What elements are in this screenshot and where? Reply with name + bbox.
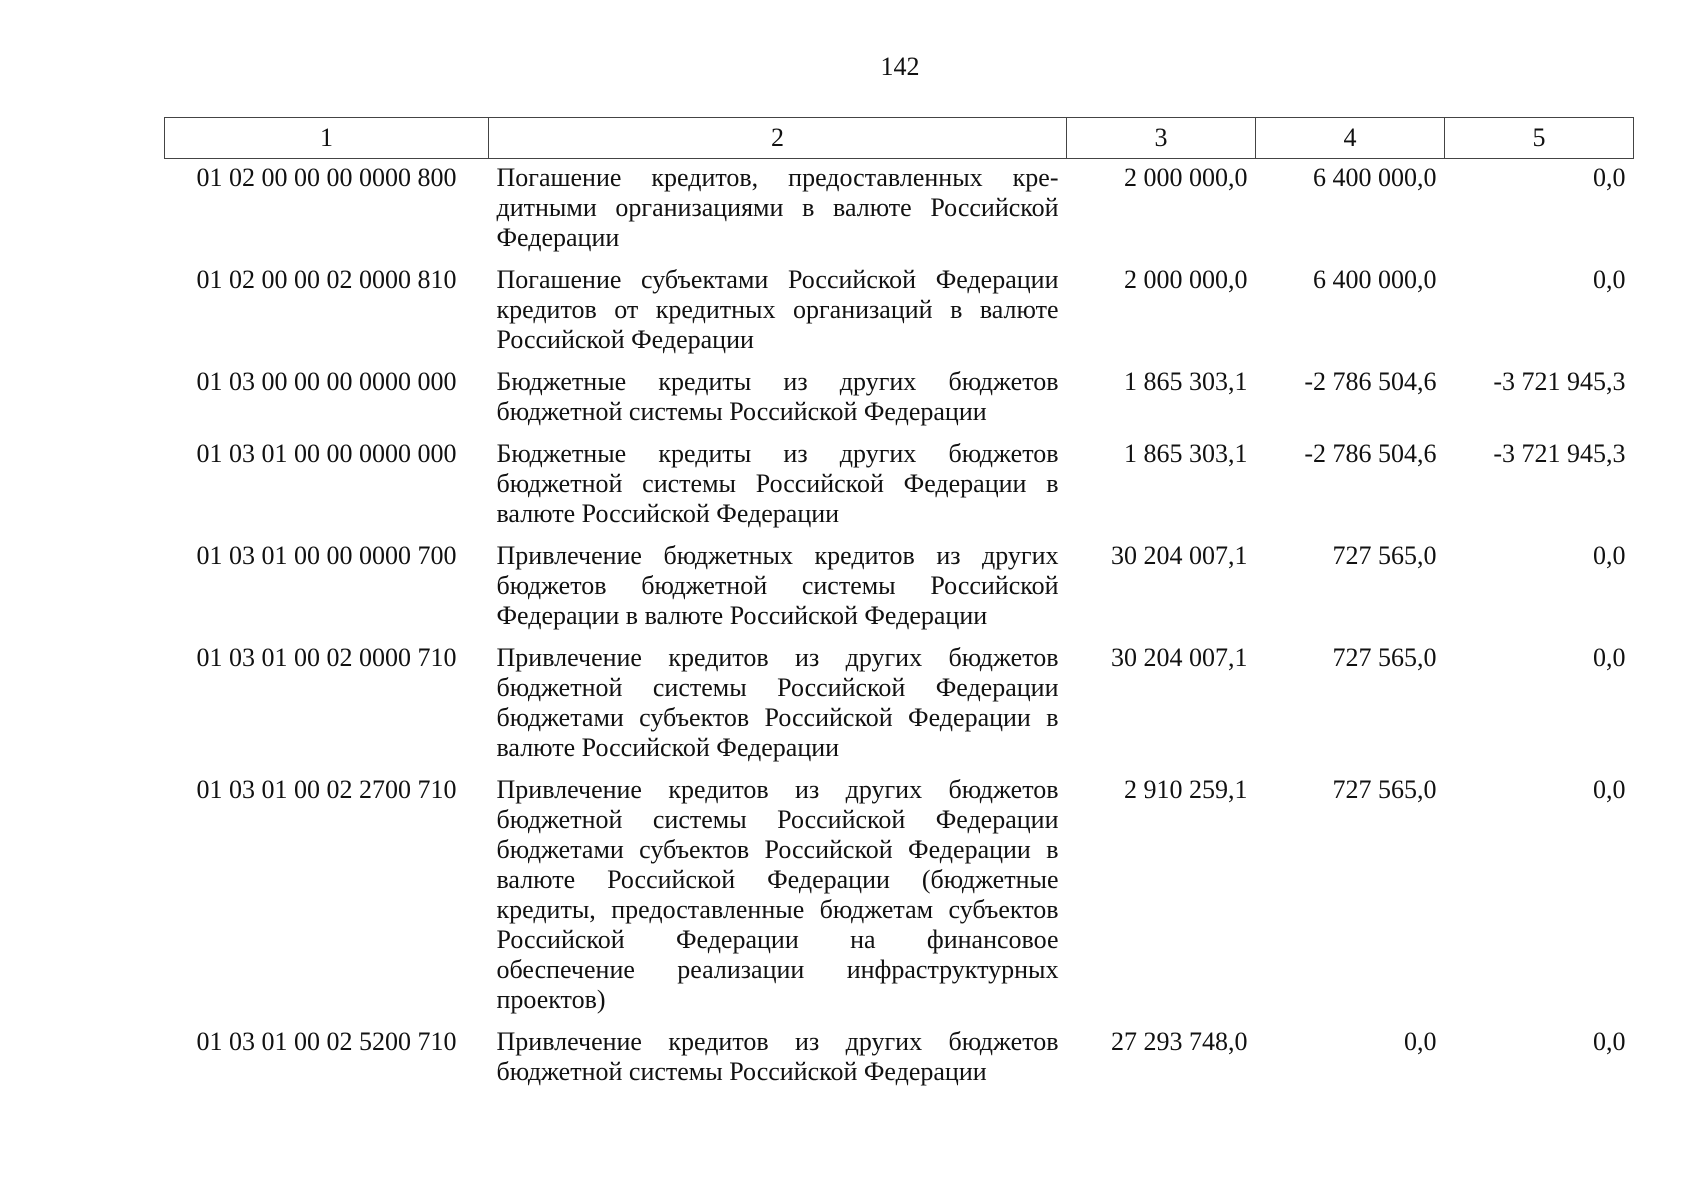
- row-name: Бюджетные кредиты из других бюджетов бюджетной системы Российской Федерации: [496, 367, 1059, 426]
- row-value-4: 6 400 000,0: [1313, 163, 1437, 192]
- table-row: [165, 439, 1634, 541]
- page-number: 142: [880, 52, 920, 81]
- row-value-4: -2 786 504,6: [1304, 367, 1437, 396]
- row-value-3: 1 865 303,1: [1124, 367, 1248, 396]
- row-code: 01 03 01 00 00 0000 700: [196, 541, 457, 570]
- row-code: 01 03 00 00 00 0000 000: [196, 367, 457, 396]
- row-value-5: 0,0: [1593, 1027, 1626, 1056]
- table-row: [165, 541, 1634, 643]
- column-header-1: 1: [165, 118, 489, 159]
- row-value-5: 0,0: [1593, 163, 1626, 192]
- row-value-5: 0,0: [1593, 643, 1626, 672]
- column-header-4: 4: [1256, 118, 1445, 159]
- row-value-5: 0,0: [1593, 265, 1626, 294]
- row-code: 01 03 01 00 00 0000 000: [196, 439, 457, 468]
- table-row: [165, 775, 1634, 1027]
- row-name: Привлечение кредитов из других бюджетов бюджетной системы Российской Федерации: [496, 1027, 1059, 1086]
- row-code: 01 02 00 00 00 0000 800: [196, 163, 457, 192]
- row-value-3: 2 000 000,0: [1124, 163, 1248, 192]
- row-code: 01 02 00 00 02 0000 810: [196, 265, 457, 294]
- row-value-3: 30 204 007,1: [1111, 541, 1248, 570]
- column-header-2: 2: [489, 118, 1067, 159]
- row-value-3: 27 293 748,0: [1111, 1027, 1248, 1056]
- row-name: Погашение кредитов, предоставленных кредитными организациями в валюте Российской Федерации: [496, 163, 1059, 252]
- row-name: Привлечение кредитов из других бюджетов бюджетной системы Российской Федерации бюджетами субъектов Российской Федерации в валюте Российской Федерации: [496, 643, 1059, 762]
- row-name: Погашение субъектами Российской Федерации кредитов от кредитных организаций в валюте Российской Федерации: [496, 265, 1059, 354]
- row-value-4: 6 400 000,0: [1313, 265, 1437, 294]
- row-value-3: 2 910 259,1: [1124, 775, 1248, 804]
- row-value-5: -3 721 945,3: [1493, 439, 1626, 468]
- row-value-3: 1 865 303,1: [1124, 439, 1248, 468]
- row-value-5: 0,0: [1593, 541, 1626, 570]
- row-value-4: 727 565,0: [1332, 775, 1437, 804]
- row-name: Привлечение бюджетных кредитов из других бюджетов бюджетной системы Российской Федерации в валюте Российской Федерации: [496, 541, 1059, 630]
- row-code: 01 03 01 00 02 5200 710: [196, 1027, 457, 1056]
- row-value-4: 0,0: [1404, 1027, 1437, 1056]
- row-name: Привлечение кредитов из других бюджетов бюджетной системы Российской Федерации бюджетами субъектов Российской Федерации в валюте Российской Федерации (бюджетные кредиты, предоставленные бюджетам субъектов Российской Федерации на финансовое обеспечение реализации инфраструктурных проектов): [496, 775, 1059, 1014]
- table-row: [165, 265, 1634, 367]
- table-header-row: [165, 118, 1634, 159]
- row-code: 01 03 01 00 02 0000 710: [196, 643, 457, 672]
- table-row: [165, 1027, 1634, 1087]
- row-value-4: 727 565,0: [1332, 643, 1437, 672]
- row-code: 01 03 01 00 02 2700 710: [196, 775, 457, 804]
- row-value-4: 727 565,0: [1332, 541, 1437, 570]
- row-value-4: -2 786 504,6: [1304, 439, 1437, 468]
- column-header-5: 5: [1445, 118, 1634, 159]
- table-row: [165, 643, 1634, 775]
- row-value-5: 0,0: [1593, 775, 1626, 804]
- table-row: [165, 367, 1634, 439]
- row-name: Бюджетные кредиты из других бюджетов бюджетной системы Российской Федерации в валюте Российской Федерации: [496, 439, 1059, 528]
- row-value-3: 30 204 007,1: [1111, 643, 1248, 672]
- row-value-3: 2 000 000,0: [1124, 265, 1248, 294]
- budget-sources-table: [164, 117, 1634, 1087]
- row-value-5: -3 721 945,3: [1493, 367, 1626, 396]
- table-row: [165, 159, 1634, 266]
- column-header-3: 3: [1067, 118, 1256, 159]
